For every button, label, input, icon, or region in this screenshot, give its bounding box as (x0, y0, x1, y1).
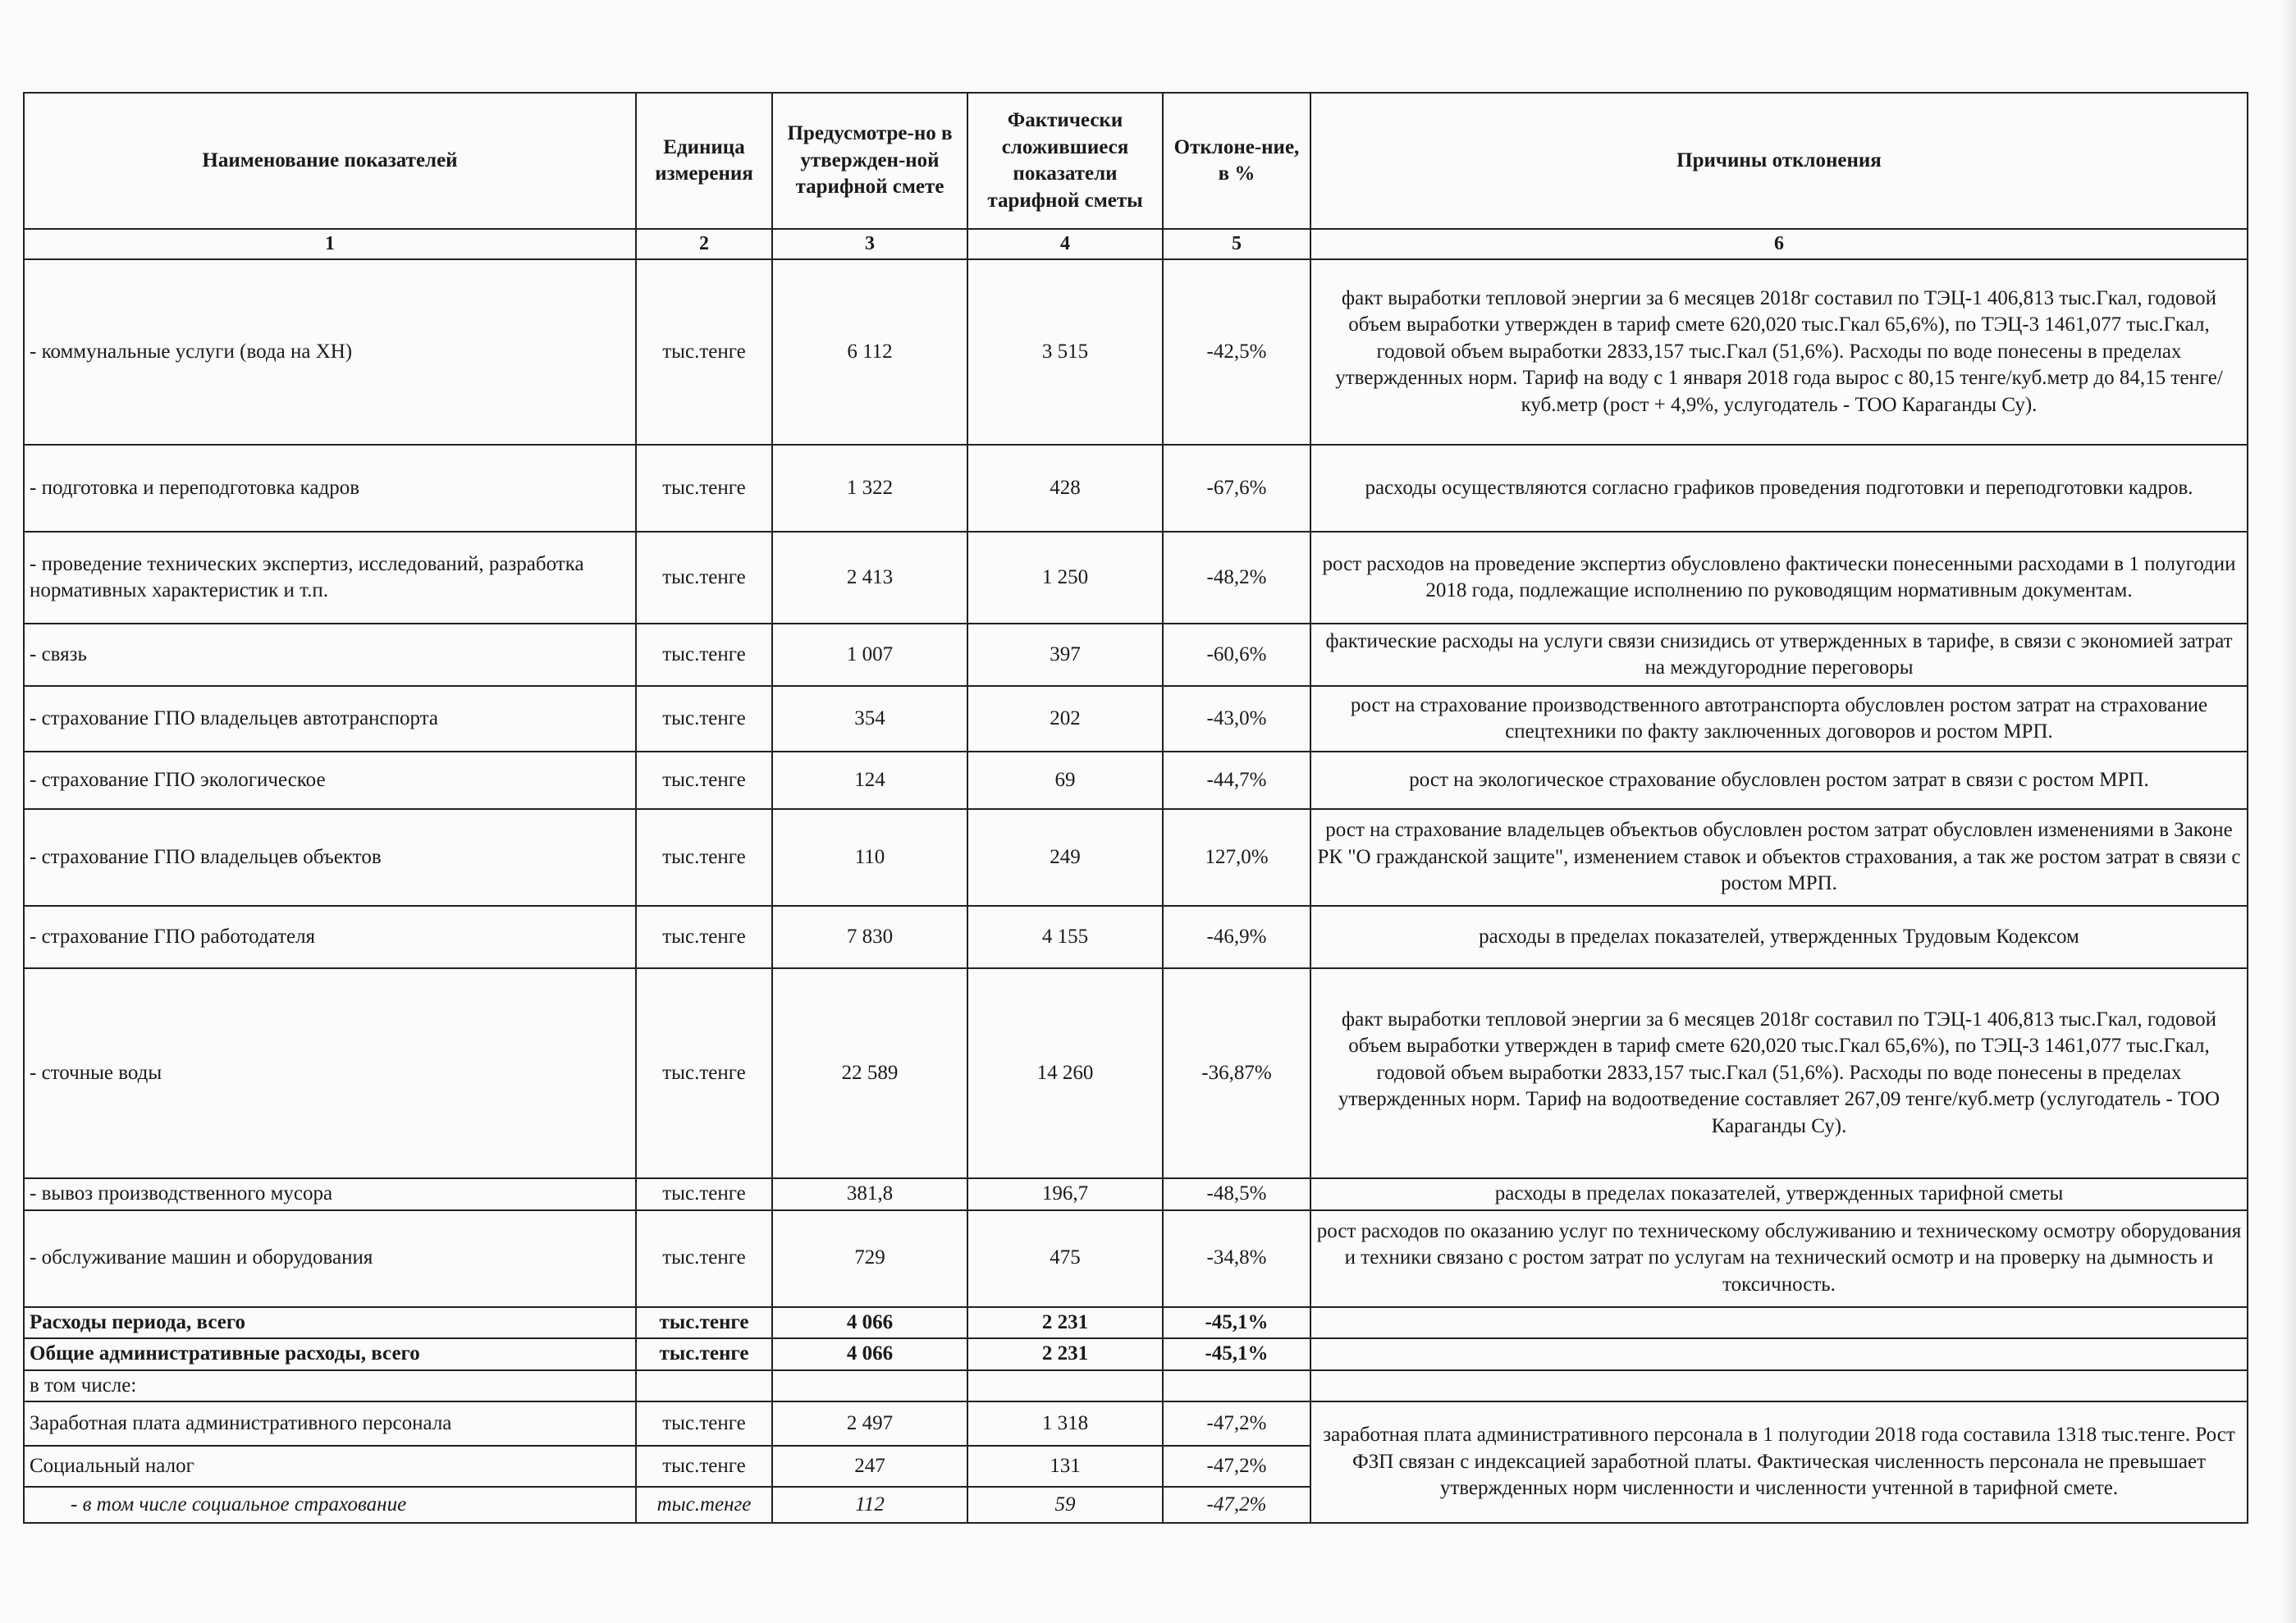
row-deviation: -60,6% (1163, 624, 1310, 686)
row-fact: 3 515 (967, 259, 1163, 445)
header-plan: Предусмотре-но в утвержден-ной тарифной смете (772, 93, 967, 229)
admin-unit: тыс.тенге (636, 1446, 772, 1487)
row-plan: 2 413 (772, 532, 967, 624)
table-row (24, 259, 2248, 445)
row-unit: тыс.тенге (636, 1178, 772, 1210)
row-name: - проведение технических экспертиз, исследований, разработка нормативных характеристик и т.п. (24, 532, 636, 624)
index-cell: 2 (636, 229, 772, 259)
table-row (24, 624, 2248, 686)
row-deviation: -44,7% (1163, 752, 1310, 809)
row-name: - сточные воды (24, 968, 636, 1178)
admin-plan: 2 497 (772, 1401, 967, 1446)
index-cell: 4 (967, 229, 1163, 259)
empty-cell (636, 1370, 772, 1402)
row-name: - подготовка и переподготовка кадров (24, 445, 636, 532)
row-deviation: -48,5% (1163, 1178, 1310, 1210)
admin-fact: 1 318 (967, 1401, 1163, 1446)
scan-edge-shadow (2280, 0, 2296, 1623)
header-name: Наименование показателей (24, 93, 636, 229)
total-plan: 4 066 (772, 1338, 967, 1370)
total-fact: 2 231 (967, 1338, 1163, 1370)
table-row (24, 445, 2248, 532)
row-fact: 14 260 (967, 968, 1163, 1178)
total-fact: 2 231 (967, 1307, 1163, 1339)
header-unit: Единица измерения (636, 93, 772, 229)
admin-name: Социальный налог (24, 1446, 636, 1487)
admin-name: - в том числе социальное страхование (24, 1487, 636, 1523)
row-reason: факт выработки тепловой энергии за 6 месяцев 2018г составил по ТЭЦ-1 406,813 тыс.Гкал, годовой объем выработки утвержден в тариф смете 620,020 тыс.Гкал 65,6%), по ТЭЦ-3 1461,077 тыс.Гкал, годовой объем выработки 2833,157 тыс.Гкал (51,6%). Расходы по воде понесены в пределах утвержденных норм. Тариф на воду с 1 января 2018 года вырос с 80,15 тенге/куб.метр до 84,15 тенге/куб.метр (рост + 4,9%, услугодатель - ТОО Караганды Су). (1310, 259, 2248, 445)
row-plan: 1 322 (772, 445, 967, 532)
row-fact: 428 (967, 445, 1163, 532)
admin-row (24, 1401, 2248, 1446)
header-reason: Причины отклонения (1310, 93, 2248, 229)
admin-fact: 131 (967, 1446, 1163, 1487)
row-deviation: -67,6% (1163, 445, 1310, 532)
admin-deviation: -47,2% (1163, 1487, 1310, 1523)
row-name: - вывоз производственного мусора (24, 1178, 636, 1210)
row-plan: 110 (772, 809, 967, 906)
total-name: Общие административные расходы, всего (24, 1338, 636, 1370)
total-plan: 4 066 (772, 1307, 967, 1339)
admin-plan: 247 (772, 1446, 967, 1487)
row-reason: рост расходов на проведение экспертиз обусловлено фактически понесенными расходами в 1 полугодии 2018 года, подлежащие исполнению по руководящим нормативным документам. (1310, 532, 2248, 624)
row-reason: рост расходов по оказанию услуг по техническому обслуживанию и техническому осмотру оборудования и техники связано с ростом затрат по услугам на технический осмотр и на проверку на дымность и токсичность. (1310, 1210, 2248, 1307)
row-name: - страхование ГПО владельцев объектов (24, 809, 636, 906)
admin-deviation: -47,2% (1163, 1446, 1310, 1487)
admin-fact: 59 (967, 1487, 1163, 1523)
row-fact: 196,7 (967, 1178, 1163, 1210)
table-row (24, 686, 2248, 752)
row-fact: 475 (967, 1210, 1163, 1307)
including-label: в том числе: (24, 1370, 636, 1402)
row-plan: 124 (772, 752, 967, 809)
index-cell: 1 (24, 229, 636, 259)
row-fact: 202 (967, 686, 1163, 752)
total-unit: тыс.тенге (636, 1338, 772, 1370)
row-fact: 4 155 (967, 906, 1163, 968)
row-name: - страхование ГПО экологическое (24, 752, 636, 809)
row-unit: тыс.тенге (636, 445, 772, 532)
document-sheet (23, 92, 2247, 1526)
row-unit: тыс.тенге (636, 686, 772, 752)
admin-unit: тыс.тенге (636, 1487, 772, 1523)
row-fact: 1 250 (967, 532, 1163, 624)
index-cell: 5 (1163, 229, 1310, 259)
row-deviation: -36,87% (1163, 968, 1310, 1178)
row-unit: тыс.тенге (636, 752, 772, 809)
row-plan: 354 (772, 686, 967, 752)
row-reason: фактические расходы на услуги связи снизидись от утвержденных в тарифе, в связи с экономией затрат на междугородние переговоры (1310, 624, 2248, 686)
admin-plan: 112 (772, 1487, 967, 1523)
header-deviation: Отклоне-ние, в % (1163, 93, 1310, 229)
row-unit: тыс.тенге (636, 624, 772, 686)
empty-cell (772, 1370, 967, 1402)
row-deviation: -34,8% (1163, 1210, 1310, 1307)
row-deviation: -42,5% (1163, 259, 1310, 445)
row-fact: 397 (967, 624, 1163, 686)
table-row (24, 809, 2248, 906)
row-unit: тыс.тенге (636, 532, 772, 624)
row-reason: рост на страхование владельцев объектьов обусловлен ростом затрат обусловлен изменениями в Законе РК "О гражданской защите", изменением ставок и объектов страхования, а так же ростом затрат в связи с ростом МРП. (1310, 809, 2248, 906)
expense-table (23, 92, 2248, 1524)
total-deviation: -45,1% (1163, 1307, 1310, 1339)
row-deviation: -46,9% (1163, 906, 1310, 968)
total-deviation: -45,1% (1163, 1338, 1310, 1370)
row-unit: тыс.тенге (636, 809, 772, 906)
including-row (24, 1370, 2248, 1402)
admin-name: Заработная плата административного персонала (24, 1401, 636, 1446)
row-reason: рост на страхование производственного автотранспорта обусловлен ростом затрат на страхование спецтехники по факту заключенных договоров и ростом МРП. (1310, 686, 2248, 752)
total-name: Расходы периода, всего (24, 1307, 636, 1339)
row-name: - страхование ГПО владельцев автотранспорта (24, 686, 636, 752)
row-reason: расходы осуществляются согласно графиков проведения подготовки и переподготовки кадров. (1310, 445, 2248, 532)
table-row (24, 532, 2248, 624)
row-deviation: -48,2% (1163, 532, 1310, 624)
total-unit: тыс.тенге (636, 1307, 772, 1339)
row-deviation: -43,0% (1163, 686, 1310, 752)
admin-reason: заработная плата административного персонала в 1 полугодии 2018 года составила 1318 тыс.тенге. Рост ФЗП связан с индексацией заработной платы. Фактическая численность персонала не превышает утвержденных норм численности и численности учтенной в тарифной смете. (1310, 1401, 2248, 1523)
admin-deviation: -47,2% (1163, 1401, 1310, 1446)
table-row (24, 906, 2248, 968)
total-reason-empty (1310, 1338, 2248, 1370)
row-reason: рост на экологическое страхование обусловлен ростом затрат в связи с ростом МРП. (1310, 752, 2248, 809)
row-fact: 69 (967, 752, 1163, 809)
row-unit: тыс.тенге (636, 259, 772, 445)
table-row (24, 752, 2248, 809)
row-name: - связь (24, 624, 636, 686)
row-name: - страхование ГПО работодателя (24, 906, 636, 968)
row-plan: 7 830 (772, 906, 967, 968)
row-plan: 22 589 (772, 968, 967, 1178)
row-name: - коммунальные услуги (вода на ХН) (24, 259, 636, 445)
row-fact: 249 (967, 809, 1163, 906)
empty-cell (1310, 1370, 2248, 1402)
table-row (24, 1178, 2248, 1210)
row-plan: 6 112 (772, 259, 967, 445)
row-reason: расходы в пределах показателей, утвержденных тарифной сметы (1310, 1178, 2248, 1210)
empty-cell (1163, 1370, 1310, 1402)
row-plan: 381,8 (772, 1178, 967, 1210)
row-reason: расходы в пределах показателей, утвержденных Трудовым Кодексом (1310, 906, 2248, 968)
header-fact: Фактически сложившиеся показатели тарифной сметы (967, 93, 1163, 229)
empty-cell (967, 1370, 1163, 1402)
row-reason: факт выработки тепловой энергии за 6 месяцев 2018г составил по ТЭЦ-1 406,813 тыс.Гкал, годовой объем выработки утвержден в тариф смете 620,020 тыс.Гкал 65,6%), по ТЭЦ-3 1461,077 тыс.Гкал, годовой объем выработки 2833,157 тыс.Гкал (51,6%). Расходы по воде понесены в пределах утвержденных норм. Тариф на водоотведение составляет 267,09 тенге/куб.метр (услугодатель - ТОО Караганды Су). (1310, 968, 2248, 1178)
index-cell: 3 (772, 229, 967, 259)
total-row (24, 1307, 2248, 1339)
table-row (24, 968, 2248, 1178)
row-plan: 1 007 (772, 624, 967, 686)
total-row (24, 1338, 2248, 1370)
total-reason-empty (1310, 1307, 2248, 1339)
row-unit: тыс.тенге (636, 968, 772, 1178)
row-deviation: 127,0% (1163, 809, 1310, 906)
row-plan: 729 (772, 1210, 967, 1307)
row-name: - обслуживание машин и оборудования (24, 1210, 636, 1307)
table-row (24, 1210, 2248, 1307)
column-index-row (24, 229, 2248, 259)
row-unit: тыс.тенге (636, 1210, 772, 1307)
admin-unit: тыс.тенге (636, 1401, 772, 1446)
row-unit: тыс.тенге (636, 906, 772, 968)
index-cell: 6 (1310, 229, 2248, 259)
table-header-row (24, 93, 2248, 229)
